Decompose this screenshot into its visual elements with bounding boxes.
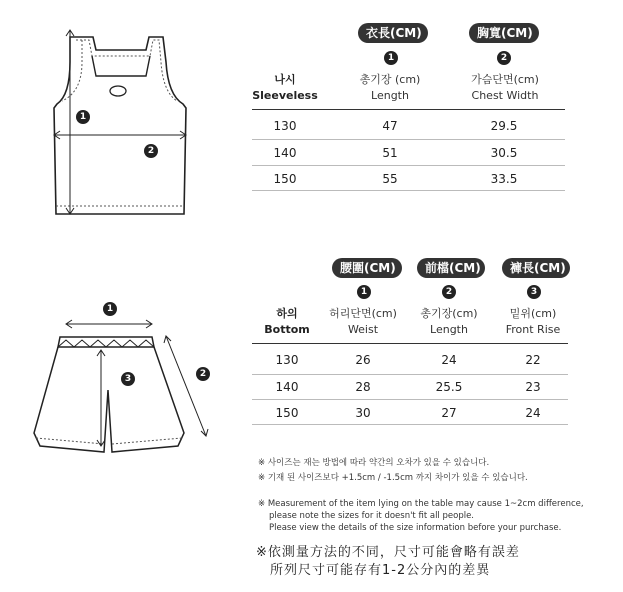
header-number-length: 1 — [384, 51, 398, 65]
length-cell: 55 — [382, 172, 398, 186]
header-number-waist: 1 — [357, 285, 371, 299]
chest-cell: 33.5 — [490, 172, 518, 186]
diagram-marker-chest: 2 — [144, 144, 158, 158]
size-cell: 150 — [275, 406, 299, 420]
header-chest-ko: 가슴단면(cm) — [471, 73, 539, 86]
row-label-en: Sleeveless — [252, 89, 318, 102]
row-label-en: Bottom — [264, 323, 310, 336]
size-cell: 140 — [273, 146, 297, 160]
diagram-marker-length: 1 — [76, 110, 90, 124]
length-cell: 25.5 — [435, 380, 463, 394]
diagram-marker-length: 2 — [196, 367, 210, 381]
header-number-length: 2 — [442, 285, 456, 299]
size-cell: 150 — [273, 172, 297, 186]
length-cell: 51 — [382, 146, 398, 160]
header-number-rise: 3 — [527, 285, 541, 299]
chest-cell: 29.5 — [490, 119, 518, 133]
note-en-3: Please view the details of the size information before your purchase. — [269, 523, 562, 533]
rise-cell: 23 — [525, 380, 541, 394]
pill-rise: 褲長(CM) — [502, 258, 570, 278]
pill-length: 前檔(CM) — [417, 258, 485, 278]
chest-cell: 30.5 — [490, 146, 518, 160]
header-rise-en: Front Rise — [505, 323, 561, 336]
bottom-table-rule — [252, 343, 568, 344]
waist-cell: 28 — [355, 380, 371, 394]
rise-cell: 24 — [525, 406, 541, 420]
diagram-marker-waist: 1 — [103, 302, 117, 316]
size-cell: 130 — [273, 119, 297, 133]
header-waist-ko: 허리단면(cm) — [329, 307, 397, 320]
length-cell: 47 — [382, 119, 398, 133]
pill-chest: 胸寬(CM) — [469, 23, 539, 43]
header-length-ko: 총기장(cm) — [420, 307, 478, 320]
header-rise-ko: 밑위(cm) — [509, 307, 557, 320]
rise-cell: 22 — [525, 353, 541, 367]
note-en-2: please note the sizes for it doesn't fit all people. — [269, 511, 475, 521]
header-length-en: Length — [371, 89, 409, 102]
row-label-ko: 나시 — [274, 73, 296, 86]
size-cell: 130 — [275, 353, 299, 367]
waist-cell: 30 — [355, 406, 371, 420]
note-en-1: ※ Measurement of the item lying on the table may cause 1~2cm difference, — [258, 499, 584, 509]
note-zh-1: ※依測量方法的不同，尺寸可能會略有誤差 — [256, 545, 520, 560]
note-zh-2: 所列尺寸可能存有1-2公分內的差異 — [270, 563, 491, 578]
diagram-marker-rise: 3 — [121, 372, 135, 386]
pill-waist: 腰圍(CM) — [332, 258, 402, 278]
size-cell: 140 — [275, 380, 299, 394]
header-length-ko: 총기장 (cm) — [359, 73, 421, 86]
note-ko-2: ※ 기재 된 사이즈보다 +1.5cm / -1.5cm 까지 차이가 있을 수 있습니다. — [258, 473, 528, 483]
header-length-en: Length — [430, 323, 468, 336]
header-waist-en: Weist — [347, 323, 379, 336]
length-cell: 27 — [441, 406, 457, 420]
length-cell: 24 — [441, 353, 457, 367]
waist-cell: 26 — [355, 353, 371, 367]
row-label-ko: 하의 — [276, 307, 298, 320]
pill-length: 衣長(CM) — [358, 23, 428, 43]
header-chest-en: Chest Width — [471, 89, 539, 102]
note-ko-1: ※ 사이즈는 재는 방법에 따라 약간의 오차가 있을 수 있습니다. — [258, 458, 490, 468]
shorts-outline — [34, 347, 184, 452]
header-number-chest: 2 — [497, 51, 511, 65]
